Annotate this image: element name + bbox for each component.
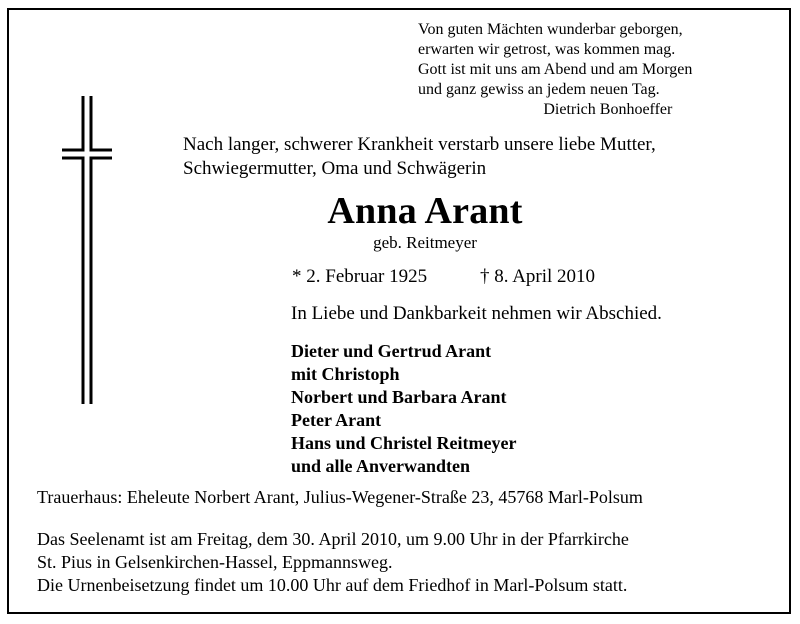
family-member: Peter Arant (291, 410, 382, 430)
poem-line: und ganz gewiss an jedem neuen Tag. (418, 81, 660, 98)
poem-line: erwarten wir getrost, was kommen mag. (418, 41, 676, 58)
family-list (291, 340, 516, 478)
mourning-house: Trauerhaus: Eheleute Norbert Arant, Julius-Wegener-Straße 23, 45768 Marl-Polsum (37, 487, 643, 507)
birth-name: geb. Reitmeyer (373, 233, 477, 252)
family-member: und alle Anverwandten (291, 456, 471, 476)
family-member: mit Christoph (291, 364, 400, 384)
intro-line: Schwiegermutter, Oma und Schwägerin (183, 158, 487, 179)
service-info (37, 528, 629, 597)
poem-quote (418, 20, 692, 120)
poem-line: Gott ist mit uns am Abend und am Morgen (418, 61, 693, 78)
farewell-text: In Liebe und Dankbarkeit nehmen wir Abschied. (291, 303, 662, 324)
poem-author: Dietrich Bonhoeffer (543, 101, 673, 118)
service-line: St. Pius in Gelsenkirchen-Hassel, Eppmannsweg. (37, 552, 393, 572)
poem-line: Von guten Mächten wunderbar geborgen, (418, 21, 683, 38)
intro-text (183, 133, 656, 181)
service-line: Das Seelenamt ist am Freitag, dem 30. April 2010, um 9.00 Uhr in der Pfarrkirche (37, 529, 629, 549)
family-member: Norbert und Barbara Arant (291, 387, 507, 407)
service-line: Die Urnenbeisetzung findet um 10.00 Uhr auf dem Friedhof in Marl-Polsum statt. (37, 575, 628, 595)
family-member: Dieter und Gertrud Arant (291, 341, 492, 361)
family-member: Hans und Christel Reitmeyer (291, 433, 517, 453)
deceased-name: Anna Arant (327, 190, 523, 232)
death-date: † 8. April 2010 (480, 266, 596, 287)
intro-line: Nach langer, schwerer Krankheit verstarb unsere liebe Mutter, (183, 134, 656, 155)
birth-date: * 2. Februar 1925 (292, 266, 428, 287)
